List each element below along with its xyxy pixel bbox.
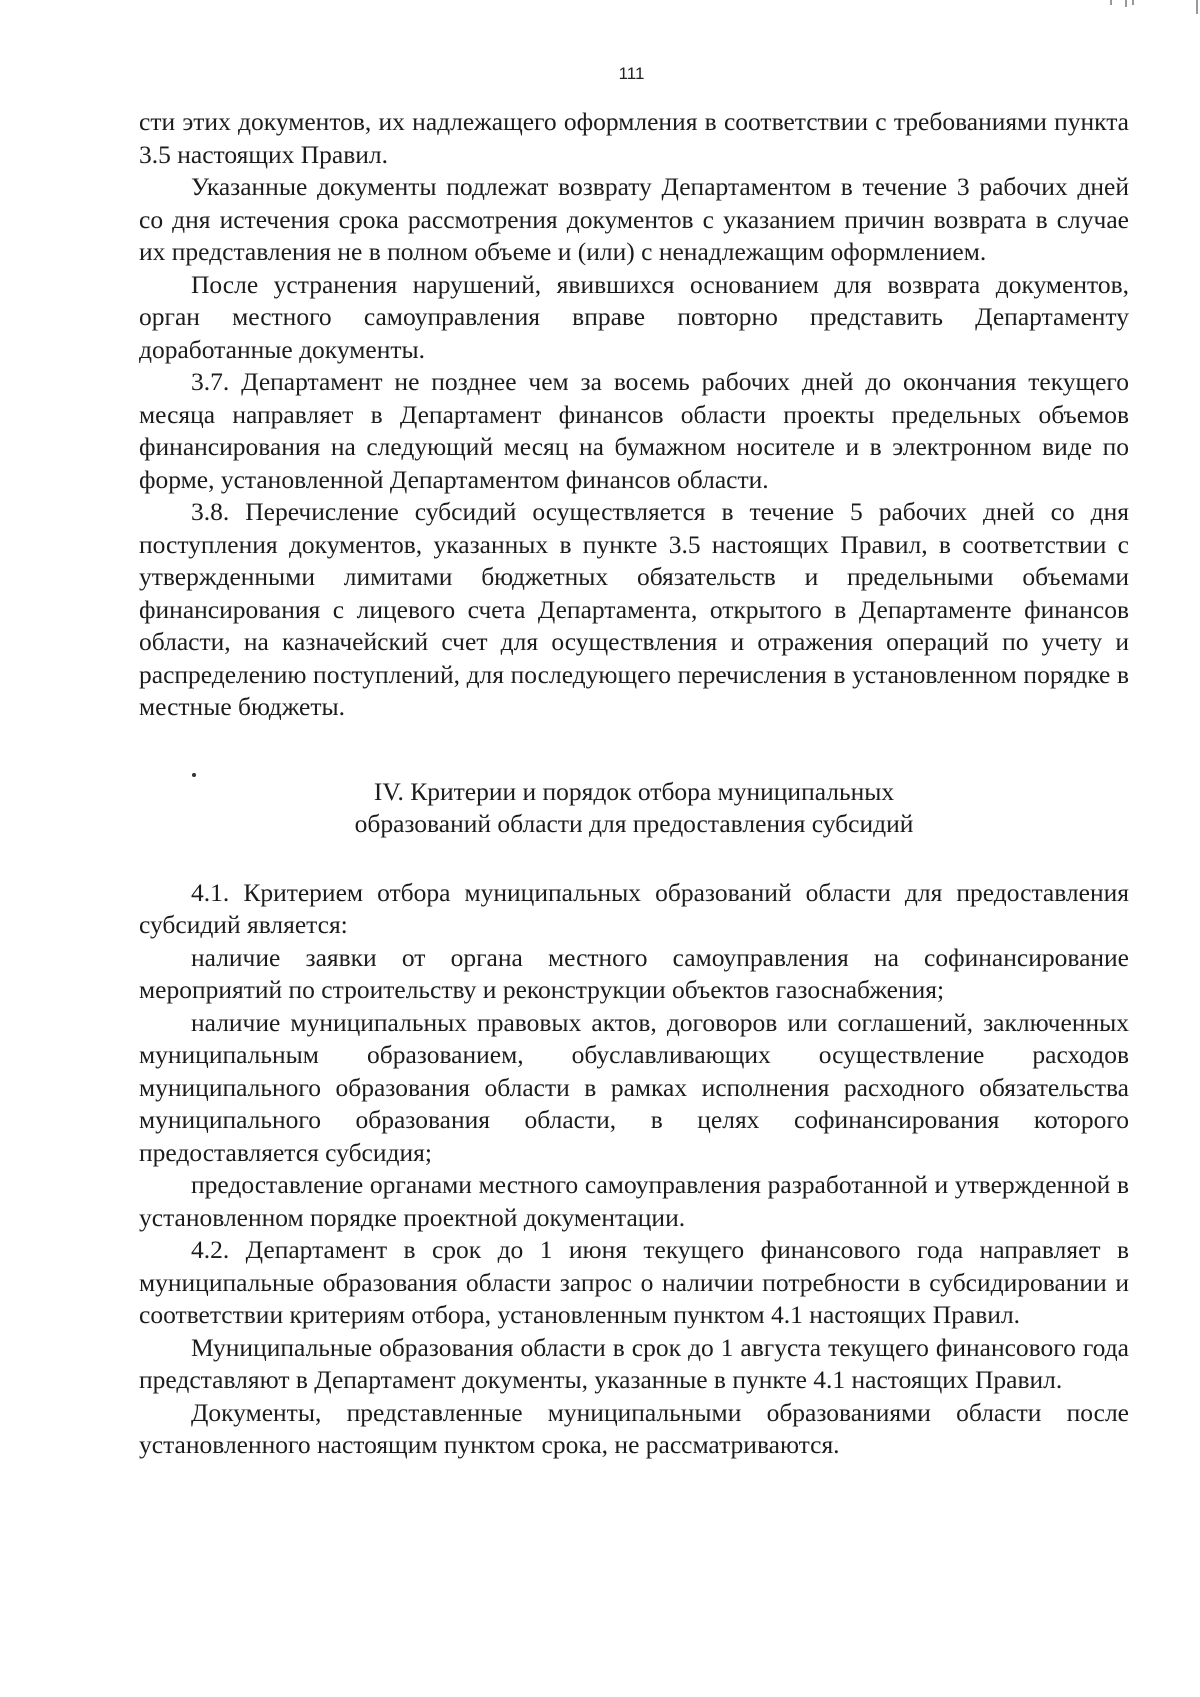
paragraph: 3.7. Департамент не позднее чем за восемь рабочих дней до окончания текущего месяца направляет в Департамент финансов области проекты предельных объемов финансирования на следующий месяц на бумажном носителе и в электронном виде по форме, установленной Департаментом финансов области. <box>139 367 1129 494</box>
scan-artifact-edge <box>1196 0 1198 14</box>
paragraph: предоставление органами местного самоуправления разработанной и утвержденной в установленном порядке проектной документации. <box>139 1170 1129 1232</box>
spacer <box>139 724 1129 776</box>
paragraph: 4.1. Критерием отбора муниципальных образований области для предоставления субсидий является: <box>139 877 1129 939</box>
document-body <box>139 106 1129 1462</box>
paragraph: 3.8. Перечисление субсидий осуществляется в течение 5 рабочих дней со дня поступления документов, указанных в пункте 3.5 настоящих Правил, в соответствии с утвержденными лимитами бюджетных обязательств и предельными объемами финансирования с лицевого счета Департамента, открытого в Департаменте финансов области, на казначейский счет для осуществления и отражения операций по учету и распределению поступлений, для последующего перечисления в установленном порядке в местные бюджеты. <box>139 497 1129 721</box>
paragraph: 4.2. Департамент в срок до 1 июня текущего финансового года направляет в муниципальные образования области запрос о наличии потребности в субсидировании и соответствии критериям отбора, установленным пунктом 4.1 настоящих Правил. <box>139 1235 1129 1329</box>
paragraph: Документы, представленные муниципальными образованиями области после установленного настоящим пунктом срока, не рассматриваются. <box>139 1397 1129 1459</box>
paragraph: наличие заявки от органа местного самоуправления на софинансирование мероприятий по строительству и реконструкции объектов газоснабжения; <box>139 942 1129 1004</box>
scan-artifact-top <box>1125 0 1127 7</box>
page-number: 111 <box>618 64 645 83</box>
paragraph: После устранения нарушений, явившихся основанием для возврата документов, орган местного самоуправления вправе повторно представить Департаменту доработанные документы. <box>139 269 1129 364</box>
scan-artifact-top <box>1132 0 1134 5</box>
stray-dot <box>192 773 196 777</box>
paragraph: Указанные документы подлежат возврату Департаментом в течение 3 рабочих дней со дня истечения срока рассмотрения документов с указанием причин возврата в случае их представления не в полном объеме и (или) с ненадлежащим оформлением. <box>139 172 1129 266</box>
section-heading <box>139 776 1129 841</box>
paragraph: сти этих документов, их надлежащего оформления в соответствии с требованиями пункта 3.5 настоящих Правил. <box>139 107 1129 169</box>
spacer <box>139 841 1129 877</box>
paragraph: наличие муниципальных правовых актов, договоров или соглашений, заключенных муниципальным образованием, обуславливающих осуществление расходов муниципального образования области в рамках исполнения расходного обязательства муниципального образования области, в целях софинансирования которого предоставляется субсидия; <box>139 1007 1129 1167</box>
paragraph: Муниципальные образования области в срок до 1 августа текущего финансового года представляют в Департамент документы, указанные в пункте 4.1 настоящих Правил. <box>139 1332 1129 1394</box>
section-heading-line: образований области для предоставления субсидий <box>354 809 914 838</box>
scan-artifact-top <box>1110 0 1112 5</box>
section-heading-line: IV. Критерии и порядок отбора муниципальных <box>373 776 895 806</box>
